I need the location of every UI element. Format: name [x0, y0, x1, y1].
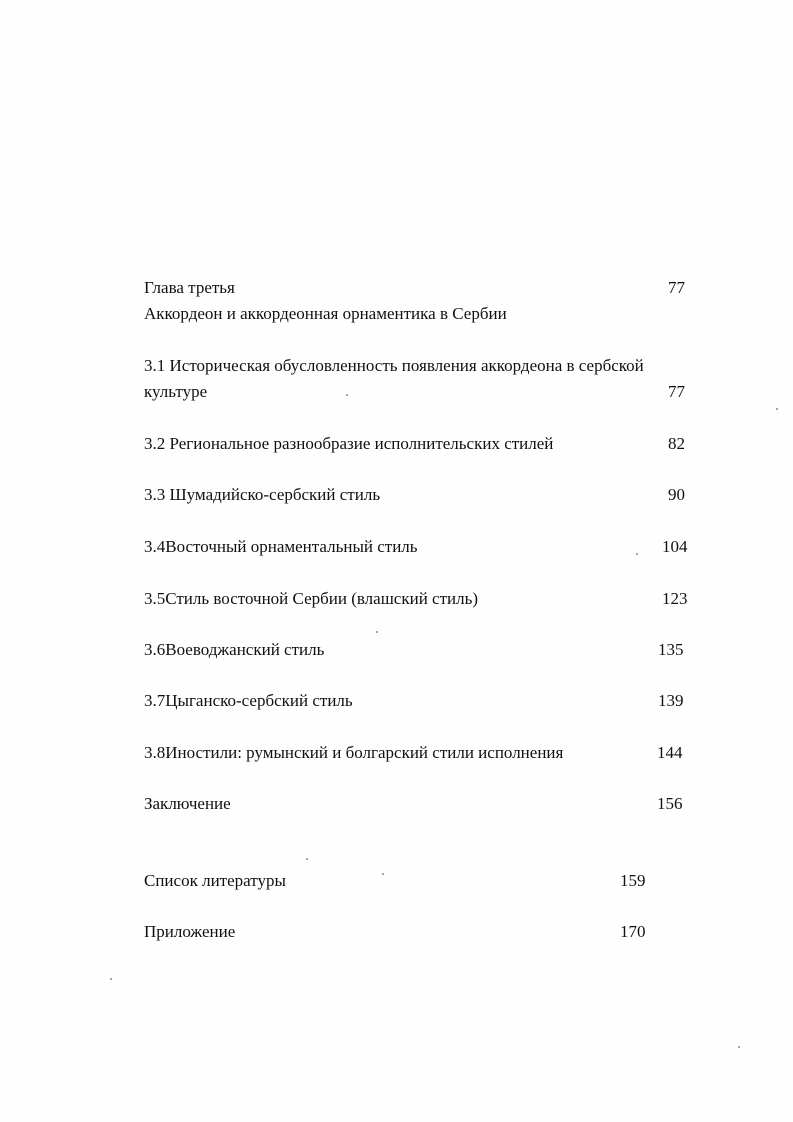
scan-speck	[636, 553, 638, 555]
toc-entry-3-5-page: 123	[662, 589, 688, 608]
chapter-heading-page: 77	[668, 278, 685, 297]
scan-speck	[376, 631, 378, 633]
scan-speck	[110, 978, 112, 980]
toc-entry-3-1-line1: 3.1 Историческая обусловленность появления аккордеона в сербской	[144, 356, 644, 375]
toc-entry-bibliography: Список литературы	[144, 871, 286, 890]
toc-entry-conclusion-page: 156	[657, 794, 683, 813]
toc-entry-3-1-page: 77	[668, 382, 685, 401]
toc-entry-appendix: Приложение	[144, 922, 236, 941]
scan-speck	[346, 394, 348, 396]
chapter-title: Аккордеон и аккордеонная орнаментика в Сербии	[144, 304, 507, 323]
chapter-heading: Глава третья	[144, 278, 235, 297]
toc-entry-3-6-page: 135	[658, 640, 684, 659]
toc-entry-3-6: 3.6Воеводжанский стиль	[144, 640, 325, 659]
toc-entry-3-2-page: 82	[668, 434, 685, 453]
scan-speck	[738, 1046, 740, 1048]
toc-entry-3-3-page: 90	[668, 485, 685, 504]
toc-entry-3-1-line2: культуре	[144, 382, 208, 401]
toc-entry-3-8-page: 144	[657, 743, 683, 762]
toc-entry-3-2: 3.2 Региональное разнообразие исполнительских стилей	[144, 434, 554, 453]
toc-entry-3-3: 3.3 Шумадийско-сербский стиль	[144, 485, 381, 504]
scan-speck	[776, 408, 778, 410]
scan-speck	[306, 858, 308, 860]
scan-speck	[382, 873, 384, 875]
toc-entry-3-4: 3.4Восточный орнаментальный стиль	[144, 537, 418, 556]
toc-entry-appendix-page: 170	[620, 922, 646, 941]
toc-entry-3-8: 3.8Иностили: румынский и болгарский стили исполнения	[144, 743, 564, 762]
toc-entry-3-7-page: 139	[658, 691, 684, 710]
toc-entry-3-5: 3.5Стиль восточной Сербии (влашский стиль)	[144, 589, 479, 608]
toc-entry-conclusion: Заключение	[144, 794, 231, 813]
toc-entry-bibliography-page: 159	[620, 871, 646, 890]
toc-entry-3-4-page: 104	[662, 537, 688, 556]
toc-entry-3-7: 3.7Цыганско-сербский стиль	[144, 691, 353, 710]
